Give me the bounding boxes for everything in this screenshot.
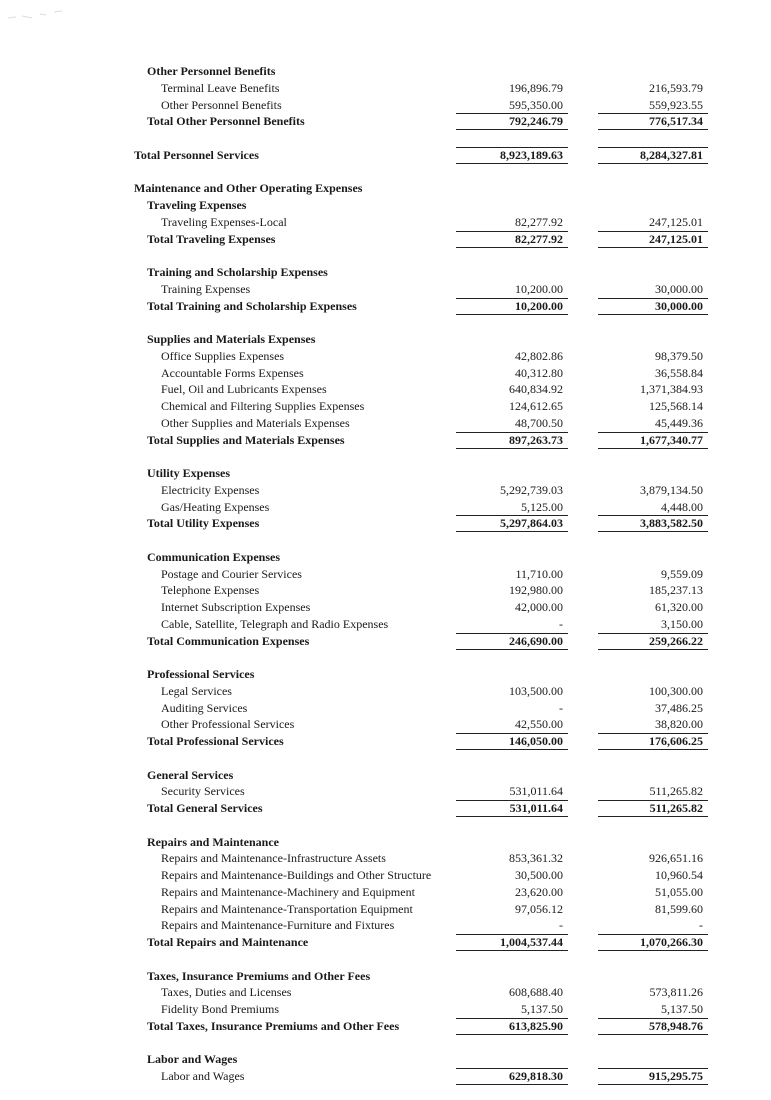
current-year-amount: 30,500.00 [515, 868, 563, 882]
total-rule-bottom [456, 247, 568, 248]
section-header [0, 969, 771, 986]
total-rule-bottom [456, 531, 568, 532]
current-year-amount: 595,350.00 [509, 97, 563, 112]
row-label: Traveling Expenses [147, 198, 247, 212]
current-year-amount: 629,818.30 [509, 1069, 563, 1083]
line-item-row [0, 349, 771, 366]
total-rule-bottom [456, 163, 568, 164]
prior-year-amount: 4,448.00 [661, 499, 703, 514]
row-label: Traveling Expenses-Local [161, 214, 287, 229]
row-label: Communication Expenses [147, 549, 281, 564]
section-header [0, 198, 771, 215]
row-label: Taxes, Insurance Premiums and Other Fees [147, 968, 371, 983]
row-label: Internet Subscription Expenses [161, 600, 311, 614]
current-year-amount: 11,710.00 [515, 566, 563, 581]
section-header [0, 550, 771, 567]
total-rule-top [456, 231, 568, 232]
row-label: Total Personnel Services [134, 147, 259, 162]
current-year-amount: 608,688.40 [509, 985, 563, 1000]
scan-artifact [6, 8, 66, 22]
row-label: Postage and Courier Services [161, 566, 302, 581]
section-header [0, 181, 771, 198]
total-rule-top [598, 231, 708, 232]
line-item-row [0, 81, 771, 98]
total-row [0, 801, 771, 818]
total-row [0, 734, 771, 751]
current-year-amount: 10,200.00 [515, 281, 563, 296]
prior-year-amount: 1,070,266.30 [640, 935, 703, 949]
prior-year-amount: 30,000.00 [655, 281, 703, 296]
prior-year-amount: 30,000.00 [655, 298, 703, 313]
prior-year-amount: 915,295.75 [649, 1069, 703, 1083]
prior-year-amount: 61,320.00 [655, 600, 703, 614]
prior-year-amount: 926,651.16 [649, 851, 703, 866]
row-label: Utility Expenses [147, 466, 231, 480]
row-label: Chemical and Filtering Supplies Expenses [161, 399, 365, 413]
total-rule-bottom [456, 448, 568, 449]
row-label: Total Traveling Expenses [147, 231, 276, 246]
prior-year-amount: 1,371,384.93 [640, 382, 703, 397]
current-year-amount: - [559, 616, 563, 631]
row-label: Taxes, Duties and Licenses [161, 985, 292, 1000]
line-item-row [0, 366, 771, 383]
line-item-row [0, 416, 771, 433]
total-rule-bottom [598, 247, 708, 248]
prior-year-amount: - [699, 918, 703, 933]
section-header [0, 64, 771, 81]
total-row [0, 516, 771, 533]
total-rule-top [598, 147, 708, 148]
prior-year-amount: 37,486.25 [655, 700, 703, 715]
current-year-amount: 897,263.73 [509, 432, 563, 447]
total-rule-bottom [456, 816, 568, 817]
total-rule-bottom [456, 649, 568, 650]
prior-year-amount: 81,599.60 [655, 901, 703, 916]
row-label: Repairs and Maintenance-Machinery and Equipment [161, 884, 415, 899]
row-label: Training and Scholarship Expenses [147, 265, 328, 279]
total-rule-top [456, 432, 568, 433]
prior-year-amount: 247,125.01 [649, 214, 703, 229]
total-row [0, 1069, 771, 1086]
prior-year-amount: 100,300.00 [649, 683, 703, 698]
prior-year-amount: 5,137.50 [661, 1002, 703, 1016]
prior-year-amount: 3,150.00 [661, 616, 703, 631]
row-label: Total Communication Expenses [147, 633, 310, 648]
current-year-amount: 10,200.00 [515, 298, 563, 313]
prior-year-amount: 573,811.26 [649, 985, 703, 1000]
line-item-row [0, 918, 771, 935]
section-header [0, 466, 771, 483]
section-header [0, 265, 771, 282]
total-rule-bottom [598, 950, 708, 951]
total-rule-bottom [456, 950, 568, 951]
line-item-row [0, 567, 771, 584]
prior-year-amount: 9,559.09 [661, 566, 703, 581]
total-rule-top [598, 633, 708, 634]
current-year-amount: 42,550.00 [515, 717, 563, 732]
prior-year-amount: 185,237.13 [649, 583, 703, 598]
row-label: Total General Services [147, 801, 263, 815]
current-year-amount: 42,000.00 [515, 600, 563, 614]
prior-year-amount: 10,960.54 [655, 868, 703, 882]
prior-year-amount: 259,266.22 [649, 633, 703, 648]
row-label: Electricity Expenses [161, 482, 260, 497]
total-rule-top [456, 1018, 568, 1019]
line-item-row [0, 98, 771, 115]
line-item-row [0, 583, 771, 600]
row-label: Total Training and Scholarship Expenses [147, 298, 357, 313]
prior-year-amount: 1,677,340.77 [640, 432, 703, 447]
prior-year-amount: 45,449.36 [655, 415, 703, 430]
row-label: Repairs and Maintenance-Infrastructure Assets [161, 851, 386, 866]
total-rule-top [598, 432, 708, 433]
prior-year-amount: 216,593.79 [649, 80, 703, 95]
current-year-amount: 192,980.00 [509, 583, 563, 598]
prior-year-amount: 176,606.25 [649, 734, 703, 748]
line-item-row [0, 784, 771, 801]
total-rule-top [456, 934, 568, 935]
section-header [0, 768, 771, 785]
total-rule-top [456, 147, 568, 148]
total-rule-bottom [456, 314, 568, 315]
total-rule-bottom [598, 531, 708, 532]
row-label: Cable, Satellite, Telegraph and Radio Expenses [161, 616, 389, 631]
total-rule-top [456, 633, 568, 634]
section-header [0, 667, 771, 684]
row-label: Labor and Wages [147, 1052, 238, 1067]
row-label: Maintenance and Other Operating Expenses [134, 181, 363, 196]
total-row [0, 1019, 771, 1036]
line-item-row [0, 1002, 771, 1019]
total-rule-top [598, 733, 708, 734]
total-rule-top [456, 733, 568, 734]
current-year-amount: 146,050.00 [509, 734, 563, 748]
total-rule-bottom [456, 129, 568, 130]
total-rule-bottom [598, 1034, 708, 1035]
total-rule-top [598, 800, 708, 801]
prior-year-amount: 3,883,582.50 [640, 516, 703, 531]
current-year-amount: 792,246.79 [509, 114, 563, 129]
prior-year-amount: 125,568.14 [649, 399, 703, 413]
current-year-amount: 613,825.90 [509, 1018, 563, 1033]
current-year-amount: 196,896.79 [509, 80, 563, 95]
current-year-amount: - [559, 918, 563, 933]
current-year-amount: 853,361.32 [509, 851, 563, 866]
current-year-amount: 640,834.92 [509, 382, 563, 397]
prior-year-amount: 776,517.34 [649, 114, 703, 129]
row-label: General Services [147, 767, 234, 782]
row-label: Other Supplies and Materials Expenses [161, 415, 350, 430]
row-label: Professional Services [147, 667, 255, 681]
total-rule-top [598, 515, 708, 516]
row-label: Total Repairs and Maintenance [147, 935, 309, 949]
row-label: Supplies and Materials Expenses [147, 332, 316, 346]
prior-year-amount: 3,879,134.50 [640, 482, 703, 497]
total-rule-bottom [456, 749, 568, 750]
total-rule-top [598, 1018, 708, 1019]
total-row [0, 299, 771, 316]
row-label: Other Professional Services [161, 717, 295, 732]
row-label: Gas/Heating Expenses [161, 499, 270, 514]
current-year-amount: 246,690.00 [509, 633, 563, 648]
line-item-row [0, 985, 771, 1002]
total-rule-top [598, 934, 708, 935]
total-rule-top [456, 1068, 568, 1069]
total-rule-bottom [598, 448, 708, 449]
current-year-amount: 531,011.64 [509, 801, 563, 815]
prior-year-amount: 247,125.01 [649, 231, 703, 246]
row-label: Total Other Personnel Benefits [147, 114, 305, 129]
row-label: Security Services [161, 784, 245, 799]
row-label: Office Supplies Expenses [161, 348, 285, 363]
row-label: Repairs and Maintenance-Transportation Equipment [161, 901, 413, 916]
current-year-amount: 42,802.86 [515, 348, 563, 363]
row-label: Total Taxes, Insurance Premiums and Other Fees [147, 1018, 400, 1033]
line-item-row [0, 282, 771, 299]
row-label: Accountable Forms Expenses [161, 365, 304, 380]
prior-year-amount: 38,820.00 [655, 717, 703, 732]
row-label: Auditing Services [161, 700, 248, 715]
line-item-row [0, 483, 771, 500]
total-rule-top [456, 113, 568, 114]
current-year-amount: 8,923,189.63 [500, 147, 563, 162]
current-year-amount: 40,312.80 [515, 365, 563, 380]
total-row [0, 232, 771, 249]
row-label: Repairs and Maintenance [147, 834, 279, 849]
total-rule-bottom [598, 749, 708, 750]
total-row [0, 114, 771, 131]
row-label: Fuel, Oil and Lubricants Expenses [161, 382, 327, 397]
line-item-row [0, 717, 771, 734]
prior-year-amount: 511,265.82 [649, 801, 703, 815]
current-year-amount: 124,612.65 [509, 399, 563, 413]
prior-year-amount: 578,948.76 [649, 1018, 703, 1033]
row-label: Repairs and Maintenance-Buildings and Other Structure [161, 868, 432, 882]
total-rule-top [456, 515, 568, 516]
total-rule-top [456, 800, 568, 801]
row-label: Total Professional Services [147, 734, 284, 748]
line-item-row [0, 868, 771, 885]
total-rule-bottom [598, 816, 708, 817]
line-item-row [0, 851, 771, 868]
row-label: Labor and Wages [161, 1069, 245, 1083]
prior-year-amount: 51,055.00 [655, 884, 703, 899]
current-year-amount: 5,125.00 [521, 499, 563, 514]
prior-year-amount: 98,379.50 [655, 348, 703, 363]
line-item-row [0, 215, 771, 232]
current-year-amount: 103,500.00 [509, 683, 563, 698]
row-label: Fidelity Bond Premiums [161, 1002, 280, 1016]
row-label: Total Utility Expenses [147, 516, 260, 531]
total-rule-top [456, 298, 568, 299]
row-label: Training Expenses [161, 281, 251, 296]
current-year-amount: 82,277.92 [515, 231, 563, 246]
total-rule-bottom [456, 1084, 568, 1085]
current-year-amount: 23,620.00 [515, 884, 563, 899]
total-rule-top [598, 1068, 708, 1069]
prior-year-amount: 511,265.82 [649, 784, 703, 799]
line-item-row [0, 902, 771, 919]
total-rule-bottom [598, 649, 708, 650]
current-year-amount: 1,004,537.44 [500, 935, 563, 949]
line-item-row [0, 382, 771, 399]
total-row [0, 634, 771, 651]
line-item-row [0, 684, 771, 701]
prior-year-amount: 8,284,327.81 [640, 147, 703, 162]
row-label: Legal Services [161, 683, 232, 698]
total-rule-top [598, 113, 708, 114]
row-label: Total Supplies and Materials Expenses [147, 432, 345, 447]
row-label: Terminal Leave Benefits [161, 80, 280, 95]
current-year-amount: 97,056.12 [515, 901, 563, 916]
row-label: Repairs and Maintenance-Furniture and Fixtures [161, 918, 395, 933]
section-header [0, 1052, 771, 1069]
line-item-row [0, 617, 771, 634]
prior-year-amount: 559,923.55 [649, 97, 703, 112]
section-header [0, 332, 771, 349]
row-label: Other Personnel Benefits [161, 97, 282, 112]
total-row [0, 148, 771, 165]
line-item-row [0, 500, 771, 517]
line-item-row [0, 701, 771, 718]
total-rule-bottom [598, 129, 708, 130]
row-label: Other Personnel Benefits [147, 64, 276, 78]
line-item-row [0, 885, 771, 902]
current-year-amount: 5,137.50 [521, 1002, 563, 1016]
total-rule-bottom [598, 1084, 708, 1085]
current-year-amount: 531,011.64 [509, 784, 563, 799]
line-item-row [0, 600, 771, 617]
total-rule-bottom [598, 314, 708, 315]
current-year-amount: - [559, 700, 563, 715]
section-header [0, 835, 771, 852]
total-row [0, 433, 771, 450]
current-year-amount: 82,277.92 [515, 214, 563, 229]
row-label: Telephone Expenses [161, 583, 260, 598]
total-row [0, 935, 771, 952]
current-year-amount: 48,700.50 [515, 415, 563, 430]
total-rule-top [598, 298, 708, 299]
line-item-row [0, 399, 771, 416]
current-year-amount: 5,297,864.03 [500, 516, 563, 531]
total-rule-bottom [456, 1034, 568, 1035]
prior-year-amount: 36,558.84 [655, 365, 703, 380]
total-rule-bottom [598, 163, 708, 164]
current-year-amount: 5,292,739.03 [500, 482, 563, 497]
